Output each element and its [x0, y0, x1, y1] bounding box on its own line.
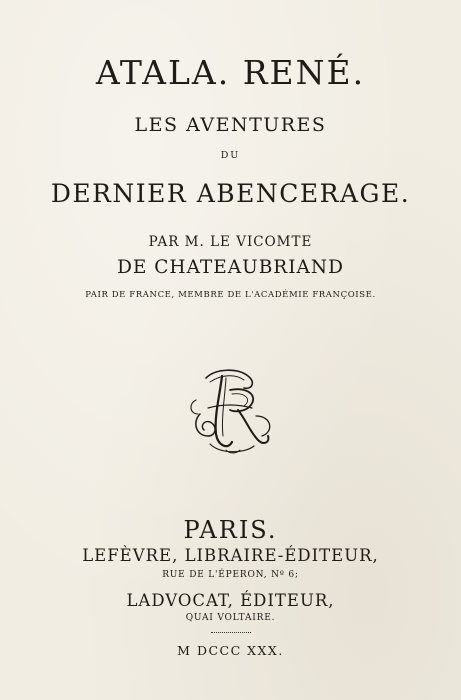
publication-date: M DCCC XXX.	[177, 643, 284, 658]
subtitle: LES AVENTURES	[134, 114, 327, 136]
main-title: ATALA. RENÉ.	[95, 53, 366, 92]
calligraphic-monogram-icon	[186, 364, 278, 456]
author-title: PAIR DE FRANCE, MEMBRE DE L'ACADÉMIE FRANÇOISE.	[85, 290, 376, 300]
publisher-lefevre: LEFÈVRE, LIBRAIRE-ÉDITEUR,	[82, 546, 379, 565]
publisher-lefevre-address: RUE DE L'ÉPERON, Nº 6;	[162, 570, 299, 580]
connector-word: DU	[220, 150, 241, 161]
publisher-ladvocat: LADVOCAT, ÉDITEUR,	[126, 591, 335, 610]
publisher-ladvocat-address: QUAI VOLTAIRE.	[185, 613, 276, 623]
publication-city: PARIS.	[183, 516, 278, 544]
author-name: DE CHATEAUBRIAND	[117, 257, 344, 278]
dotted-rule-divider	[211, 632, 251, 633]
byline: PAR M. LE VICOMTE	[148, 234, 313, 250]
second-title: DERNIER ABENCERAGE.	[50, 179, 411, 208]
